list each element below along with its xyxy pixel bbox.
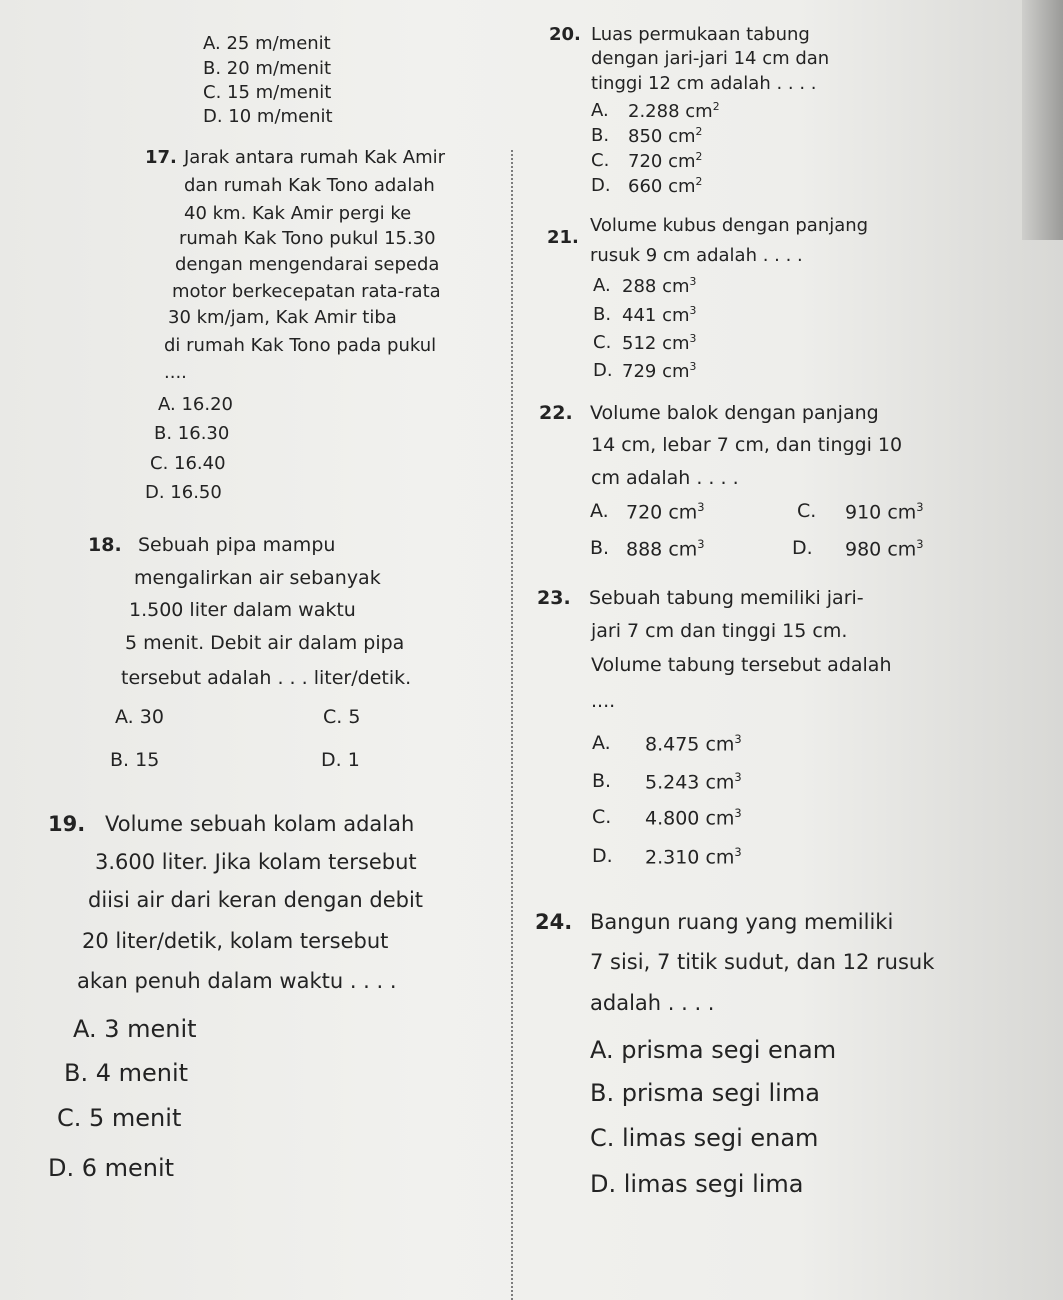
q23-option-b-label: B. <box>592 770 612 792</box>
q23-number: 23. <box>537 587 571 609</box>
q24-option-b: B. prisma segi lima <box>590 1079 820 1107</box>
q19-line: akan penuh dalam waktu . . . . <box>77 969 397 993</box>
q21-number: 21. <box>547 227 579 248</box>
q24-line: 7 sisi, 7 titik sudut, dan 12 rusuk <box>590 950 935 974</box>
q17-line: .... <box>164 362 187 383</box>
q18-option-d: D. 1 <box>321 749 360 771</box>
q21-line: Volume kubus dengan panjang <box>590 215 869 236</box>
q20-option-a-label: A. <box>591 100 609 121</box>
q17-line: 30 km/jam, Kak Amir tiba <box>168 307 397 328</box>
q22-option-d-value: 980 $cm^3$ <box>845 537 924 561</box>
q19-line: Volume sebuah kolam adalah <box>105 812 415 836</box>
q21-line: rusuk 9 cm adalah . . . . <box>590 245 803 266</box>
q21-option-b-label: B. <box>593 304 612 325</box>
q17-line: Jarak antara rumah Kak Amir <box>184 147 446 168</box>
q22-line: cm adalah . . . . <box>591 467 739 489</box>
q23-option-a-value: 8.475 $cm^3$ <box>645 732 742 756</box>
q18-line: 1.500 liter dalam waktu <box>129 599 356 621</box>
q22-line: Volume balok dengan panjang <box>590 402 879 424</box>
q21-option-c-value: 512 $cm^3$ <box>622 332 697 354</box>
q23-option-a-label: A. <box>592 732 611 754</box>
q23-line: .... <box>591 690 616 712</box>
q23-line: Sebuah tabung memiliki jari- <box>589 587 864 609</box>
q22-option-a-label: A. <box>590 500 609 522</box>
q20-option-d-label: D. <box>591 175 611 196</box>
q22-option-b-label: B. <box>590 537 610 559</box>
q20-option-b-value: 850 $cm^2$ <box>628 125 703 147</box>
q20-number: 20. <box>549 24 581 45</box>
q24-number: 24. <box>535 910 573 934</box>
q19-option-b: B. 4 menit <box>64 1059 189 1087</box>
q18-option-b: B. 15 <box>110 749 160 771</box>
q22-line: 14 cm, lebar 7 cm, dan tinggi 10 <box>591 434 903 456</box>
q16-option-a: A. 25 m/menit <box>203 33 331 54</box>
q21-option-c-label: C. <box>593 332 612 353</box>
q23-option-c-value: 4.800 $cm^3$ <box>645 806 742 830</box>
q17-line: motor berkecepatan rata-rata <box>172 281 441 302</box>
q22-option-c-label: C. <box>797 500 817 522</box>
q20-line: dengan jari-jari 14 cm dan <box>591 48 830 69</box>
column-divider <box>511 150 513 1300</box>
q17-line: rumah Kak Tono pukul 15.30 <box>179 228 436 249</box>
q23-option-d-value: 2.310 $cm^3$ <box>645 845 742 869</box>
q23-line: Volume tabung tersebut adalah <box>591 654 892 676</box>
q17-option-a: A. 16.20 <box>158 394 233 415</box>
q18-line: mengalirkan air sebanyak <box>134 567 381 589</box>
q24-option-d: D. limas segi lima <box>590 1170 804 1198</box>
page-edge-shadow <box>1022 0 1063 240</box>
q17-option-c: C. 16.40 <box>150 453 226 474</box>
q21-option-d-value: 729 $cm^3$ <box>622 360 697 382</box>
q23-option-b-value: 5.243 $cm^3$ <box>645 770 742 794</box>
q23-option-c-label: C. <box>592 806 612 828</box>
q18-option-a: A. 30 <box>115 706 164 728</box>
q22-option-b-value: 888 $cm^3$ <box>626 537 705 561</box>
q23-line: jari 7 cm dan tinggi 15 cm. <box>591 620 848 642</box>
q19-option-c: C. 5 menit <box>57 1104 182 1132</box>
q22-option-c-value: 910 $cm^3$ <box>845 500 924 524</box>
q19-number: 19. <box>48 812 86 836</box>
q18-option-c: C. 5 <box>323 706 361 728</box>
q17-number: 17. <box>145 147 177 168</box>
q20-line: Luas permukaan tabung <box>591 24 810 45</box>
q24-line: adalah . . . . <box>590 991 715 1015</box>
q20-option-d-value: 660 $cm^2$ <box>628 175 703 197</box>
q18-line: tersebut adalah . . . liter/detik. <box>121 667 412 689</box>
q18-line: 5 menit. Debit air dalam pipa <box>125 632 405 654</box>
q22-option-a-value: 720 $cm^3$ <box>626 500 705 524</box>
q21-option-a-value: 288 $cm^3$ <box>622 275 697 297</box>
q22-option-d-label: D. <box>792 537 813 559</box>
q21-option-d-label: D. <box>593 360 613 381</box>
q17-line: 40 km. Kak Amir pergi ke <box>184 203 412 224</box>
q20-option-c-label: C. <box>591 150 610 171</box>
q20-option-c-value: 720 $cm^2$ <box>628 150 703 172</box>
q16-option-d: D. 10 m/menit <box>203 106 333 127</box>
q22-number: 22. <box>539 402 573 424</box>
q21-option-a-label: A. <box>593 275 611 296</box>
q19-option-d: D. 6 menit <box>48 1154 175 1182</box>
q20-line: tinggi 12 cm adalah . . . . <box>591 73 817 94</box>
q17-line: di rumah Kak Tono pada pukul <box>164 335 437 356</box>
q19-line: diisi air dari keran dengan debit <box>88 888 424 912</box>
q16-option-c: C. 15 m/menit <box>203 82 332 103</box>
q20-option-b-label: B. <box>591 125 610 146</box>
q17-option-b: B. 16.30 <box>154 423 230 444</box>
q24-option-c: C. limas segi enam <box>590 1124 819 1152</box>
q17-line: dengan mengendarai sepeda <box>175 254 440 275</box>
q24-line: Bangun ruang yang memiliki <box>590 910 894 934</box>
q18-number: 18. <box>88 534 122 556</box>
q19-line: 20 liter/detik, kolam tersebut <box>82 929 389 953</box>
q17-line: dan rumah Kak Tono adalah <box>184 175 435 196</box>
q24-option-a: A. prisma segi enam <box>590 1036 837 1064</box>
q19-option-a: A. 3 menit <box>73 1015 197 1043</box>
q17-option-d: D. 16.50 <box>145 482 222 503</box>
q19-line: 3.600 liter. Jika kolam tersebut <box>95 850 417 874</box>
q18-line: Sebuah pipa mampu <box>138 534 336 556</box>
q21-option-b-value: 441 $cm^3$ <box>622 304 697 326</box>
q16-option-b: B. 20 m/menit <box>203 58 332 79</box>
q20-option-a-value: 2.288 $cm^2$ <box>628 100 720 122</box>
q23-option-d-label: D. <box>592 845 613 867</box>
